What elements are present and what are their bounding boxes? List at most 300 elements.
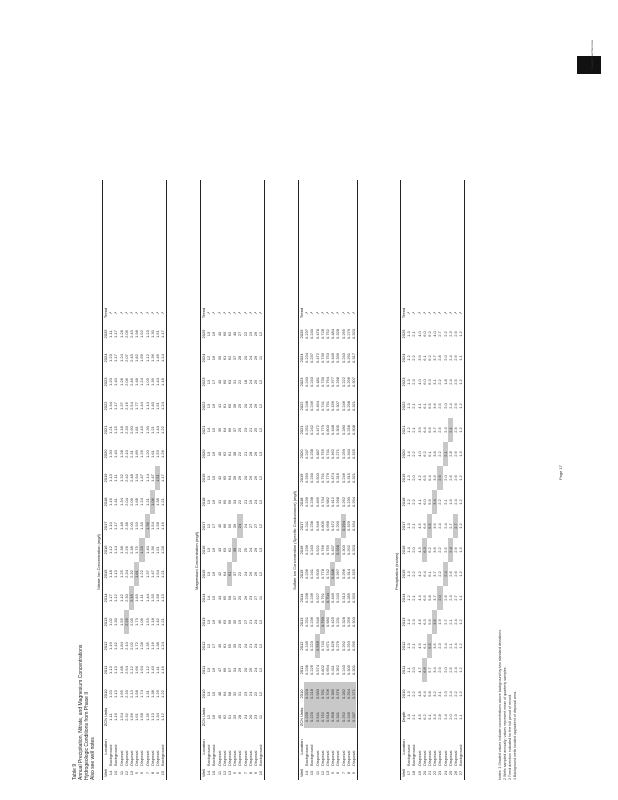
table-cell: 1.39 bbox=[149, 378, 155, 386]
table-cell: 1.3 bbox=[406, 643, 412, 649]
table-cell: ↗ bbox=[340, 311, 346, 315]
table-cell: 1.9 bbox=[447, 499, 453, 505]
table-cell: 1.49 bbox=[155, 354, 161, 362]
column-header: 2012 bbox=[103, 641, 108, 651]
table-cell: 0.294 bbox=[341, 514, 346, 538]
table-cell: 61 bbox=[227, 451, 233, 457]
table-cell: ↗ bbox=[330, 311, 336, 315]
table-cell: 16 bbox=[211, 714, 217, 720]
table-cell: 0.325 bbox=[351, 449, 357, 460]
table-cell: 2.7 bbox=[453, 514, 458, 538]
table-cell: 0.230 bbox=[345, 497, 351, 508]
table-cell: 17 bbox=[406, 770, 412, 776]
table-cell: 22 bbox=[242, 331, 248, 337]
column-header: 2012 bbox=[201, 641, 206, 651]
table-cell: 0.333 bbox=[351, 593, 357, 604]
table-cell: 5 bbox=[330, 771, 336, 775]
table-cell: 0.246 bbox=[309, 401, 315, 412]
table-cell: 61 bbox=[221, 355, 227, 361]
table-cell: 1.21 bbox=[144, 498, 150, 506]
table-cell: 0.285 bbox=[345, 593, 351, 604]
table-cell: 1.42 bbox=[118, 594, 124, 602]
table-cell: 27 bbox=[242, 619, 248, 625]
table-cell: 58 bbox=[227, 595, 233, 601]
table-cell: 2.12 bbox=[129, 666, 135, 674]
table-cell: 25 bbox=[242, 547, 248, 553]
table-cell: 2.38 bbox=[129, 546, 135, 554]
table-cell: 1.52 bbox=[139, 330, 145, 338]
table-cell: 2.4 bbox=[437, 523, 443, 529]
table-cell: Disposal bbox=[351, 750, 357, 766]
table-cell: 43 bbox=[216, 547, 222, 553]
table-cell: 20 bbox=[242, 475, 248, 481]
table-cell: 40 bbox=[216, 331, 222, 337]
table-cell: 56 bbox=[227, 499, 233, 505]
table-cell: 62 bbox=[221, 714, 227, 720]
table-cell: ↗ bbox=[319, 311, 325, 315]
column-header: 2015 bbox=[103, 569, 108, 579]
table-cell: Disposal bbox=[335, 750, 341, 766]
column-header: 2021 bbox=[201, 425, 206, 435]
table-cell: 1.10 bbox=[108, 522, 114, 530]
table-cell: 1.3 bbox=[406, 475, 412, 481]
table-cell: 1.58 bbox=[134, 690, 140, 698]
table-cell: 0.762 bbox=[320, 706, 325, 728]
table-cell: 2.06 bbox=[129, 498, 135, 506]
table-cell: 2.4 bbox=[453, 643, 459, 649]
column-header: Well bbox=[201, 769, 206, 777]
table-cell: 2.33 bbox=[123, 426, 129, 434]
table-cell: 7 bbox=[144, 771, 150, 775]
table-cell: 2.0 bbox=[437, 586, 442, 610]
table-cell: 0.321 bbox=[351, 401, 357, 412]
rule bbox=[264, 180, 265, 780]
table-cell: 26 bbox=[237, 475, 243, 481]
table-cell: Background bbox=[304, 744, 310, 766]
table-cell: 3.7 bbox=[432, 427, 438, 433]
table-cell: 1.82 bbox=[134, 354, 140, 362]
table-cell: 16 bbox=[211, 499, 217, 505]
table-cell: 33 bbox=[232, 714, 238, 720]
table-cell: 2.02 bbox=[129, 642, 135, 650]
table-cell: 0.668 bbox=[325, 521, 331, 532]
table-cell: 2.10 bbox=[123, 450, 129, 458]
table-cell: 28 bbox=[237, 714, 243, 720]
table-cell: 0.334 bbox=[351, 521, 357, 532]
table-cell: 0.282 bbox=[341, 682, 346, 706]
table-cell: 2.8 bbox=[447, 451, 453, 457]
table-cell: 2.7 bbox=[442, 619, 448, 625]
table-cell: ↗ bbox=[458, 311, 464, 315]
table-cell: 64 bbox=[221, 691, 227, 697]
table-cell: 1.58 bbox=[155, 594, 161, 602]
table-cell: 0.313 bbox=[340, 593, 346, 604]
table-cell: 3.4 bbox=[432, 667, 438, 673]
table-cell: 13 bbox=[206, 451, 212, 457]
table-cell: 2.3 bbox=[411, 379, 417, 385]
column-header: 2021 bbox=[299, 425, 304, 435]
table-cell: Disposal bbox=[442, 750, 448, 766]
column-header: 2012 bbox=[401, 641, 406, 651]
table-cell: 2.0 bbox=[442, 403, 448, 409]
table-cell: 27 bbox=[237, 331, 243, 337]
table-cell: 9 bbox=[351, 771, 357, 775]
table-cell: 2.05 bbox=[123, 330, 129, 338]
table-cell: 0.618 bbox=[325, 706, 330, 728]
table-cell: 25 bbox=[247, 667, 253, 673]
table-cell: 4.2 bbox=[416, 571, 422, 577]
table-subtitle: Annual Precipitation, Nitrate, and Magnesium Concentrations bbox=[78, 644, 84, 780]
column-header: 2023 bbox=[401, 377, 406, 387]
table-cell: 1.2 bbox=[458, 427, 464, 433]
table-cell: 41 bbox=[216, 499, 222, 505]
table-cell: 8 bbox=[345, 771, 351, 775]
table-cell: 9 bbox=[155, 771, 161, 775]
table-cell: 1.44 bbox=[139, 402, 145, 410]
table-cell: 2.32 bbox=[129, 570, 135, 578]
column-header: 2018 bbox=[103, 497, 108, 507]
table-cell: 6.4 bbox=[427, 475, 433, 481]
table-cell: 48 bbox=[216, 691, 222, 697]
table-cell: 12 bbox=[258, 475, 264, 481]
table-cell: 0.484 bbox=[330, 329, 336, 340]
table-cell: 0.411 bbox=[330, 665, 336, 675]
table-cell: 0.238 bbox=[309, 497, 315, 508]
table-cell: 40 bbox=[216, 379, 222, 385]
table-cell: 0.706 bbox=[325, 682, 330, 706]
table-cell: 2.34 bbox=[123, 570, 129, 578]
table-cell: 1.36 bbox=[145, 514, 150, 538]
table-cell: 1.18 bbox=[108, 570, 114, 578]
table-cell: 3.7 bbox=[432, 595, 438, 601]
table-cell: 10 bbox=[211, 770, 217, 776]
table-cell: 31 bbox=[237, 691, 243, 697]
table-cell: 0.271 bbox=[335, 449, 341, 460]
table-cell: ↗ bbox=[123, 311, 129, 315]
table-cell: 56 bbox=[227, 619, 233, 625]
table-cell: 1.23 bbox=[144, 330, 150, 338]
table-cell: 13 bbox=[206, 619, 212, 625]
column-header: 2024 bbox=[103, 353, 108, 363]
table-cell: 1.61 bbox=[149, 450, 155, 458]
table-cell: 27 bbox=[247, 523, 253, 529]
table-cell: Disposal bbox=[453, 750, 459, 766]
table-cell: 12 bbox=[258, 499, 264, 505]
table-cell: 12 bbox=[258, 379, 264, 385]
column-header: 2019 bbox=[103, 473, 108, 483]
table-cell: 7 bbox=[242, 771, 248, 775]
table-cell: 0.237 bbox=[309, 353, 315, 364]
table-cell: 31 bbox=[232, 379, 238, 385]
table-cell: 2.0 bbox=[442, 355, 448, 361]
column-header: 2011 bbox=[103, 665, 108, 675]
column-header: 2013 bbox=[401, 617, 406, 627]
table-cell: 1.28 bbox=[118, 330, 124, 338]
table-cell: 0.292 bbox=[345, 545, 351, 556]
table-row bbox=[160, 304, 165, 780]
table-cell: 2.2 bbox=[453, 691, 459, 697]
table-cell: 1.28 bbox=[118, 378, 124, 386]
table-cell: 1.13 bbox=[160, 594, 166, 602]
table-cell: 1.93 bbox=[134, 522, 140, 530]
table-cell: 1.17 bbox=[113, 402, 119, 410]
table-cell: 0.671 bbox=[325, 641, 331, 652]
table-cell: 46 bbox=[216, 619, 222, 625]
table-cell: 16 bbox=[211, 571, 217, 577]
table-cell: ↗ bbox=[427, 311, 433, 315]
column-header: 2016 bbox=[201, 545, 206, 555]
column-header: 2011 bbox=[401, 665, 406, 675]
table-cell: 13 bbox=[129, 770, 135, 776]
footnote: 3 Trend direction indicated for the full period of record. bbox=[508, 693, 512, 780]
table-cell: 1.44 bbox=[155, 426, 161, 434]
table-cell: 1.35 bbox=[144, 713, 150, 721]
table-cell: 0.805 bbox=[319, 521, 325, 532]
table-cell: 0.781 bbox=[320, 682, 325, 706]
table-cell: 4.5 bbox=[416, 714, 422, 720]
table-cell: 1.13 bbox=[108, 666, 114, 674]
column-header: 2015 bbox=[299, 569, 304, 579]
table-cell: 2.38 bbox=[123, 522, 129, 530]
table-cell: 1.4 bbox=[406, 714, 412, 720]
table-cell: 13 bbox=[227, 770, 233, 776]
table-cell: 15 bbox=[211, 475, 217, 481]
table-cell: 62 bbox=[227, 355, 233, 361]
table-cell: 6.5 bbox=[421, 475, 427, 481]
table-cell: 2.6 bbox=[453, 451, 459, 457]
table-cell: 2.2 bbox=[437, 571, 443, 577]
table-cell: 6 bbox=[139, 771, 145, 775]
table-cell: 0.243 bbox=[340, 665, 346, 676]
table-cell: 1.37 bbox=[118, 402, 124, 410]
table-cell: 0.680 bbox=[325, 617, 331, 628]
table-cell: 1.20 bbox=[108, 378, 114, 386]
table-cell: 4.3 bbox=[416, 547, 422, 553]
table-cell: 0.245 bbox=[304, 641, 310, 652]
table-cell: ↗ bbox=[335, 311, 341, 315]
table-cell: 1.13 bbox=[108, 474, 114, 482]
table-cell: 62 bbox=[227, 331, 233, 337]
table-cell: 35 bbox=[232, 619, 238, 625]
table-cell: 2.2 bbox=[411, 355, 417, 361]
table-cell: Disposal bbox=[155, 750, 161, 766]
table-cell: 19 bbox=[416, 770, 422, 776]
table-cell: 0.694 bbox=[325, 665, 331, 676]
table-cell: 1.18 bbox=[118, 426, 124, 434]
table-cell: Background bbox=[211, 744, 217, 766]
table-cell: 2.10 bbox=[123, 642, 129, 650]
table-cell: 49 bbox=[216, 643, 222, 649]
table-cell: 0.778 bbox=[319, 569, 325, 580]
table-cell: 18 bbox=[242, 379, 248, 385]
table-cell: 2.4 bbox=[448, 538, 453, 562]
table-cell: 0.728 bbox=[319, 329, 325, 340]
table-cell: 0.251 bbox=[304, 425, 310, 436]
table-cell: Disposal bbox=[447, 750, 453, 766]
table-cell: 1.25 bbox=[118, 570, 124, 578]
table-cell: 0.268 bbox=[335, 377, 341, 388]
table-cell: 2.2 bbox=[437, 547, 443, 553]
table-cell: 13 bbox=[206, 475, 212, 481]
table-cell: 11 bbox=[258, 595, 264, 601]
column-header: 2016 bbox=[103, 545, 108, 555]
table-cell: 1.17 bbox=[113, 354, 119, 362]
table-cell: 1.2 bbox=[458, 571, 464, 577]
table-cell: 1.1 bbox=[458, 355, 464, 361]
table-cell: 1.17 bbox=[108, 594, 114, 602]
table-cell: 1.2 bbox=[458, 499, 464, 505]
table-cell: ↗ bbox=[139, 311, 145, 315]
table-cell: 0.472 bbox=[314, 353, 320, 364]
table-cell: 2.15 bbox=[129, 586, 134, 610]
table-cell: 1.34 bbox=[118, 498, 124, 506]
table-cell: 11 bbox=[216, 770, 222, 776]
table-cell: 0.574 bbox=[314, 665, 320, 676]
table-cell: 1.2 bbox=[406, 499, 412, 505]
table-cell: 45 bbox=[216, 523, 222, 529]
table-cell: 13 bbox=[258, 451, 264, 457]
table-cell: ↗ bbox=[309, 311, 315, 315]
table-cell: 1.1 bbox=[458, 595, 464, 601]
table-cell: 1.2 bbox=[458, 331, 464, 337]
table-cell: 0.259 bbox=[340, 449, 346, 460]
table-cell: 6.6 bbox=[421, 523, 427, 529]
table-cell: Disposal bbox=[149, 750, 155, 766]
table-cell: 1.47 bbox=[149, 474, 155, 482]
table-cell: 0.769 bbox=[320, 610, 325, 634]
table-cell: 0.236 bbox=[309, 617, 315, 628]
table-title: Table 9 bbox=[72, 763, 78, 780]
table-cell: 6.0 bbox=[421, 499, 427, 505]
table-cell: 2.4 bbox=[447, 379, 453, 385]
table-cell: 0.247 bbox=[304, 449, 310, 460]
table-cell: 0.779 bbox=[319, 425, 325, 436]
table-cell: 26 bbox=[242, 595, 248, 601]
table-cell: 1.2 bbox=[406, 595, 412, 601]
data-table bbox=[401, 304, 463, 780]
table-cell: 24 bbox=[247, 547, 253, 553]
table-cell: 6.2 bbox=[427, 355, 433, 361]
table-cell: 6.1 bbox=[421, 355, 427, 361]
table-cell: 19 bbox=[247, 499, 253, 505]
table-cell: ↗ bbox=[149, 311, 155, 315]
table-cell: 2.1 bbox=[411, 403, 417, 409]
table-cell: 6.5 bbox=[421, 595, 427, 601]
table-cell: 1.68 bbox=[134, 498, 140, 506]
table-cell: Disposal bbox=[129, 750, 135, 766]
table-cell: 0.245 bbox=[346, 706, 351, 728]
section-group-title: Nitrate Ion Concentration (mg/l) bbox=[96, 534, 101, 590]
table-cell: 0.376 bbox=[335, 682, 340, 706]
table-cell: 0.527 bbox=[314, 593, 320, 604]
table-cell: 6.2 bbox=[421, 714, 427, 720]
table-cell: 1.89 bbox=[134, 450, 140, 458]
table-cell: 0.546 bbox=[314, 521, 320, 532]
table-cell: 1.18 bbox=[160, 378, 166, 386]
table-cell: 2.0 bbox=[411, 667, 417, 673]
table-cell: ↗ bbox=[144, 311, 150, 315]
table-cell: 32 bbox=[232, 691, 238, 697]
table-cell: 23 bbox=[247, 331, 253, 337]
table-cell: 2.6 bbox=[447, 571, 453, 577]
table-cell: 0.243 bbox=[309, 377, 315, 388]
table-cell: 20 bbox=[242, 403, 248, 409]
table-cell: 2.0 bbox=[442, 475, 448, 481]
table-cell: 1.3 bbox=[458, 547, 464, 553]
table-cell: 0.377 bbox=[330, 377, 336, 388]
table-cell: 12 bbox=[258, 667, 264, 673]
table-cell: 1.17 bbox=[160, 330, 166, 338]
table-cell: 2.1 bbox=[411, 331, 417, 337]
table-cell: 1.4 bbox=[406, 451, 412, 457]
table-cell: ↗ bbox=[160, 311, 166, 315]
table-cell: 7 bbox=[340, 771, 346, 775]
table-cell: 0.682 bbox=[325, 497, 331, 508]
table-cell: 65 bbox=[221, 595, 227, 601]
table-cell: 11 bbox=[258, 714, 264, 720]
table-cell: 1.24 bbox=[139, 498, 145, 506]
table-cell: 0.242 bbox=[309, 425, 315, 436]
table-cell: 14 bbox=[304, 770, 310, 776]
table-cell: 1.77 bbox=[134, 402, 140, 410]
table-header bbox=[72, 645, 96, 780]
table-cell: 0.292 bbox=[340, 641, 346, 652]
column-header: 2022 bbox=[401, 401, 406, 411]
column-header: Location bbox=[201, 739, 206, 755]
table-cell: 65 bbox=[221, 475, 227, 481]
table-cell: 1.83 bbox=[134, 594, 140, 602]
column-header: Depth bbox=[401, 711, 406, 723]
table-cell: 24 bbox=[242, 714, 248, 720]
table-cell: 0.248 bbox=[304, 401, 310, 412]
table-cell: Disposal bbox=[237, 750, 243, 766]
table-cell: 1.13 bbox=[149, 713, 155, 721]
table-cell: 19 bbox=[237, 619, 243, 625]
table-cell: 2.1 bbox=[411, 523, 417, 529]
table-cell: 2.6 bbox=[453, 571, 459, 577]
company-logo bbox=[577, 40, 601, 74]
table-cell: 22 bbox=[237, 571, 243, 577]
table-cell: 5.6 bbox=[427, 619, 433, 625]
table-cell: 2.43 bbox=[129, 354, 135, 362]
table-cell: 2.04 bbox=[123, 498, 129, 506]
table-cell: 2.30 bbox=[123, 594, 129, 602]
table-cell: 24 bbox=[253, 499, 259, 505]
table-cell: 2.8 bbox=[437, 714, 443, 720]
table-cell: 1.2 bbox=[458, 619, 464, 625]
table-cell: 20 bbox=[242, 667, 248, 673]
table-cell: 0.436 bbox=[330, 401, 336, 412]
table-cell: 1.2 bbox=[458, 475, 464, 481]
rule bbox=[464, 180, 465, 780]
table-cell: 21 bbox=[247, 643, 253, 649]
table-cell: 55 bbox=[227, 523, 233, 529]
table-cell: 11 bbox=[258, 355, 264, 361]
table-cell: 6.1 bbox=[427, 571, 433, 577]
table-cell: 27 bbox=[253, 595, 259, 601]
table-cell: 0.246 bbox=[340, 401, 346, 412]
table-cell: 12 bbox=[258, 427, 264, 433]
table-cell: 0.243 bbox=[340, 353, 346, 364]
table-cell: 25 bbox=[253, 427, 259, 433]
table-cell: 37 bbox=[232, 427, 238, 433]
table-cell: 1.24 bbox=[118, 354, 124, 362]
table-cell: 2.5 bbox=[453, 379, 459, 385]
table-cell: 1.28 bbox=[160, 546, 166, 554]
table-cell: 11 bbox=[314, 770, 320, 776]
table-cell: 0.437 bbox=[330, 545, 336, 556]
table-cell: 0.296 bbox=[340, 569, 346, 580]
